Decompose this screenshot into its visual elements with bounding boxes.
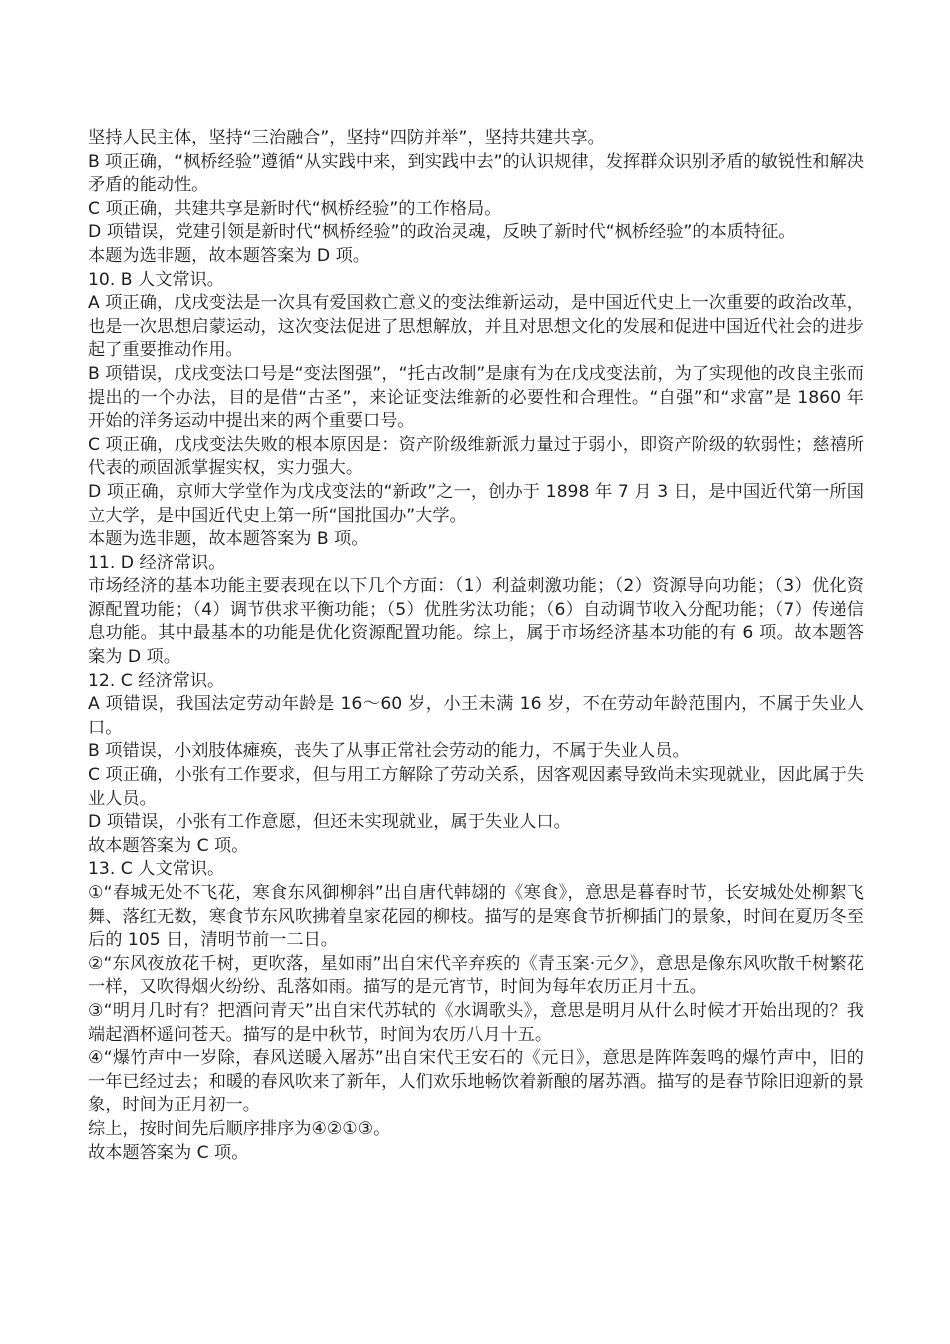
- paragraph-q9-option-b: B 项正确，“枫桥经验”遵循“从实践中来，到实践中去”的认识规律，发挥群众识别矛盾的敏锐性和解决矛盾的能动性。: [88, 151, 864, 196]
- question-12-heading: 12. C 经济常识。: [88, 670, 225, 691]
- answer-explanation-text: [88, 127, 864, 1165]
- paragraph-q13-poem-1: ①“春城无处不飞花，寒食东风御柳斜”出自唐代韩翃的《寒食》，意思是暮春时节，长安城处处柳絮飞舞、落红无数，寒食节东风吹拂着皇家花园的柳枝。描写的是寒食节折柳插门的景象，时间在夏历冬至后的 105 日，清明节前一二日。: [88, 883, 864, 951]
- paragraph-q9-option-d: D 项错误，党建引领是新时代“枫桥经验”的政治灵魂，反映了新时代“枫桥经验”的本质特征。: [88, 222, 796, 243]
- paragraph-q13-order: 综上，按时间先后顺序排序为④②①③。: [88, 1118, 391, 1139]
- paragraph-q12-option-c: C 项正确，小张有工作要求，但与用工方解除了劳动关系，因客观因素导致尚未实现就业，因此属于失业人员。: [88, 765, 864, 809]
- question-10-heading: 10. B 人文常识。: [88, 269, 224, 290]
- paragraph-q12-answer: 故本题答案为 C 项。: [88, 835, 249, 856]
- paragraph-q13-answer: 故本题答案为 C 项。: [88, 1142, 249, 1163]
- paragraph-q10-option-d: D 项正确，京师大学堂作为戊戌变法的“新政”之一，创办于 1898 年 7 月 3 日，是中国近代第一所国立大学，是中国近代史上第一所“国批国办”大学。: [88, 481, 864, 526]
- paragraph-q12-option-d: D 项错误，小张有工作意愿，但还未实现就业，属于失业人口。: [88, 812, 571, 833]
- paragraph-q10-option-b: B 项错误，戊戌变法口号是“变法图强”，“托古改制”是康有为在戊戌变法前，为了实现他的改良主张而提出的一个办法，目的是借“古圣”，来论证变法维新的必要性和合理性。“自强”和“求富”是 1860 年开始的洋务运动中提出来的两个重要口号。: [88, 363, 864, 432]
- paragraph-q10-option-c: C 项正确，戊戌变法失败的根本原因是：资产阶级维新派力量过于弱小，即资产阶级的软弱性；慈禧所代表的顽固派掌握实权，实力强大。: [88, 434, 864, 479]
- paragraph-q10-answer: 本题为选非题，故本题答案为 B 项。: [88, 529, 369, 550]
- question-13-heading: 13. C 人文常识。: [88, 859, 225, 880]
- paragraph-q11-explanation: 市场经济的基本功能主要表现在以下几个方面：（1）利益刺激功能；（2）资源导向功能；（3）优化资源配置功能；（4）调节供求平衡功能；（5）优胜劣汰功能；（6）自动调节收入分配功能；（7）传递信息功能。其中最基本的功能是优化资源配置功能。综上，属于市场经济基本功能的有 6 项。故本题答案为 D 项。: [88, 576, 864, 668]
- paragraph-q13-poem-4: ④“爆竹声中一岁除，春风送暖入屠苏”出自宋代王安石的《元日》，意思是阵阵轰鸣的爆竹声中，旧的一年已经过去；和暖的春风吹来了新年，人们欢乐地畅饮着新酿的屠苏酒。描写的是春节除旧迎新的景象，时间为正月初一。: [88, 1048, 864, 1116]
- paragraph-q12-option-b: B 项错误，小刘肢体瘫痪，丧失了从事正常社会劳动的能力，不属于失业人员。: [88, 741, 690, 762]
- paragraph-q12-option-a: A 项错误，我国法定劳动年龄是 16～60 岁，小王未满 16 岁，不在劳动年龄范围内，不属于失业人口。: [88, 694, 864, 738]
- paragraph-q9-option-c: C 项正确，共建共享是新时代“枫桥经验”的工作格局。: [88, 198, 502, 219]
- paragraph-q10-option-a: A 项正确，戊戌变法是一次具有爱国救亡意义的变法维新运动，是中国近代史上一次重要的政治改革，也是一次思想启蒙运动，这次变法促进了思想解放，并且对思想文化的发展和促进中国近代社会的进步起了重要推动作用。: [88, 293, 864, 361]
- paragraph-strategy-summary: 坚持人民主体，坚持“三治融合”，坚持“四防并举”，坚持共建共享。: [88, 128, 605, 148]
- question-11-heading: 11. D 经济常识。: [88, 552, 226, 573]
- paragraph-q13-poem-3: ③“明月几时有？把酒问青天”出自宋代苏轼的《水调歌头》，意思是明月从什么时候才开始出现的？我端起酒杯遥问苍天。描写的是中秋节，时间为农历八月十五。: [88, 1000, 864, 1045]
- paragraph-q13-poem-2: ②“东风夜放花千树，更吹落，星如雨”出自宋代辛弃疾的《青玉案·元夕》，意思是像东风吹散千树繁花一样，又吹得烟火纷纷、乱落如雨。描写的是元宵节，时间为每年农历正月十五。: [88, 953, 864, 998]
- paragraph-q9-answer: 本题为选非题，故本题答案为 D 项。: [88, 245, 370, 266]
